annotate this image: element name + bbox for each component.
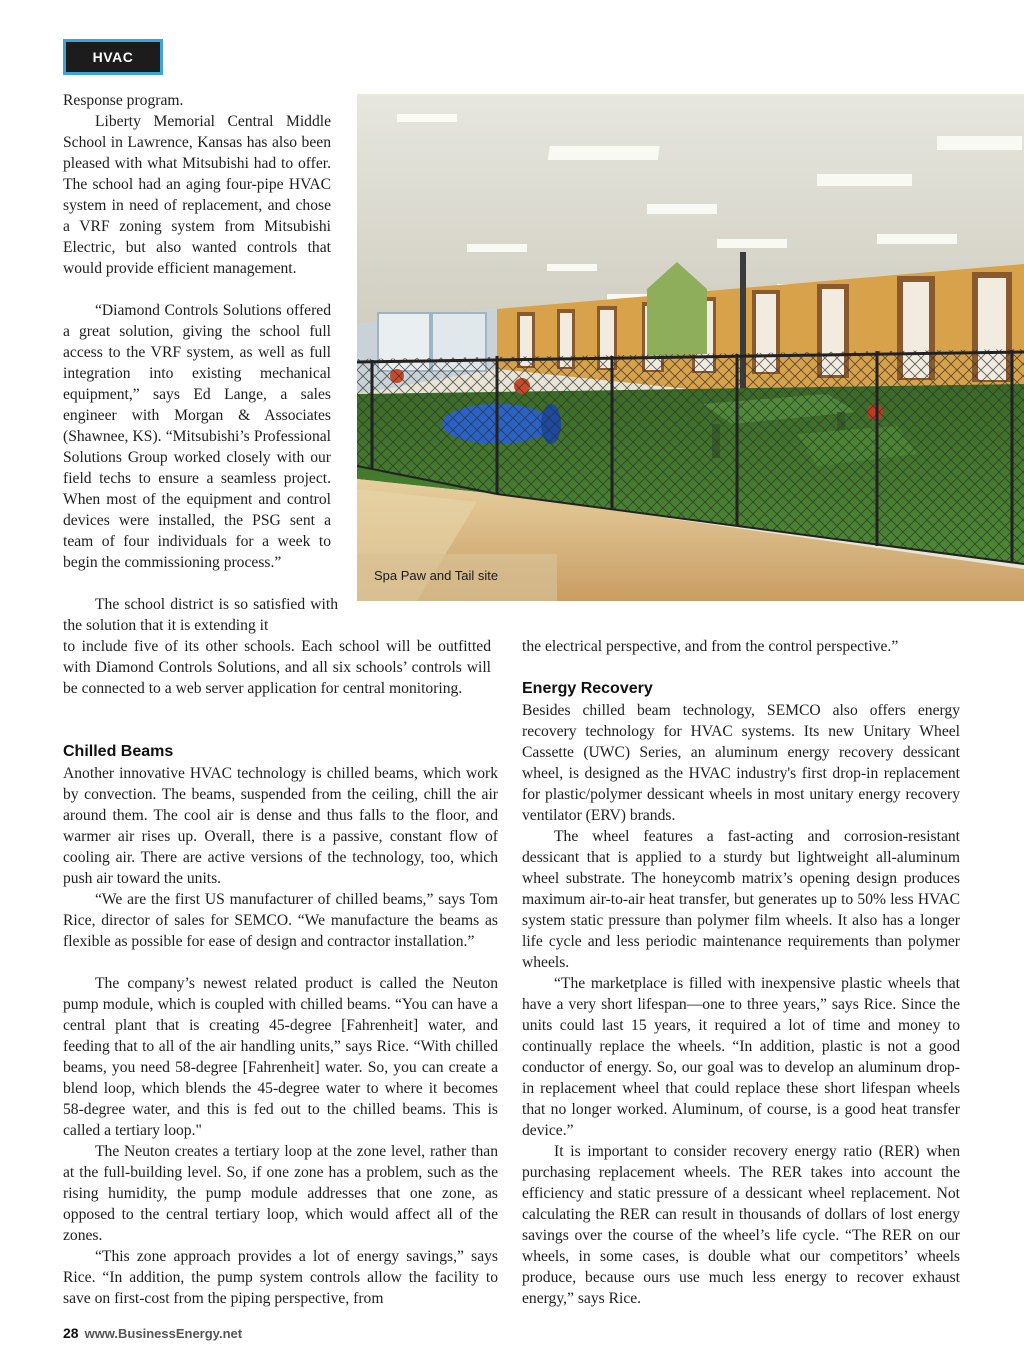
heading-energy-recovery: Energy Recovery (522, 680, 653, 697)
section-tab (63, 39, 163, 75)
right-paragraph-1: the electrical perspective, and from the control perspective.” (522, 638, 899, 655)
left-paragraph-4-start: The school district is so satisfied with the solution that it is extending it (63, 596, 338, 634)
footer-website-link[interactable]: www.BusinessEnergy.net (84, 1326, 243, 1341)
photo-illustration (357, 94, 1024, 601)
left-paragraph-2: Liberty Memorial Central Middle School in Lawrence, Kansas has also been pleased with what Mitsubishi had to offer. The school had an aging four-pipe HVAC system in need of replacement, and chose a VRF zoning system from Mitsubishi Electric, but also wanted controls that would provide efficient management. (63, 113, 331, 277)
heading-chilled-beams: Chilled Beams (63, 743, 174, 760)
left-paragraph-1: Response program. (63, 92, 184, 109)
left-paragraph-4-cont: to include five of its other schools. Each school will be outfitted with Diamond Controls Solutions, and all six schools’ controls will be connected to a web server application for central monitoring. (63, 638, 491, 697)
section-tab-label: HVAC (66, 42, 160, 72)
left-paragraph-9: “This zone approach provides a lot of energy savings,” says Rice. “In addition, the pump system controls allow the facility to save on first-cost from the piping perspective, from (63, 1248, 498, 1307)
page-footer (63, 1325, 242, 1341)
left-paragraph-6: “We are the first US manufacturer of chilled beams,” says Tom Rice, director of sales for SEMCO. “We manufacture the beams as flexible as possible for ease of design and contractor installation.” (63, 891, 498, 950)
article-photo (357, 94, 1024, 601)
right-paragraph-2: Besides chilled beam technology, SEMCO also offers energy recovery technology for HVAC systems. Its new Unitary Wheel Cassette (UWC) Series, an aluminum energy recovery dessicant wheel, is designed as the HVAC industry's first drop-in replacement for plastic/polymer dessicant wheels in most unitary energy recovery ventilator (ERV) brands. (522, 702, 960, 824)
page-number: 28 (63, 1325, 79, 1341)
photo-caption: Spa Paw and Tail site (374, 568, 499, 583)
left-paragraph-5: Another innovative HVAC technology is chilled beams, which work by convection. The beams, suspended from the ceiling, chill the air around them. The cool air is dense and thus falls to the floor, and warmer air rises up. Overall, there is a passive, constant flow of cooling air. There are active versions of the technology, too, which push air toward the units. (63, 765, 498, 887)
left-paragraph-8: The Neuton creates a tertiary loop at the zone level, rather than at the full-building level. So, if one zone has a problem, such as the rising humidity, the pump module addresses that one zone, as opposed to the central tertiary loop, which would affect all of the zones. (63, 1143, 498, 1244)
left-paragraph-7: The company’s newest related product is called the Neuton pump module, which is coupled with chilled beams. “You can have a central plant that is creating 45-degree [Fahrenheit] water, and feeding that to all of the air handling units,” says Rice. “With chilled beams, you need 58-degree [Fahrenheit] water. So, you can create a blend loop, which blends the 45-degree water to where it becomes 58-degree water, and this is fed out to the chilled beams. This is called a tertiary loop." (63, 975, 498, 1139)
right-paragraph-3: The wheel features a fast-acting and corrosion-resistant dessicant that is applied to a sturdy but lightweight all-aluminum wheel substrate. The honeycomb matrix’s opening design produces maximum air-to-air heat transfer, but generates up to 50% less HVAC system static pressure than polymer film wheels. It also has a longer life cycle and less periodic maintenance requirements than polymer wheels. (522, 828, 960, 971)
left-paragraph-3: “Diamond Controls Solutions offered a great solution, giving the school full access to the VRF system, as well as full integration into existing mechanical equipment,” says Ed Lange, a sales engineer with Morgan & Associates (Shawnee, KS). “Mitsubishi’s Professional Solutions Group worked closely with our field techs to ensure a seamless project. When most of the equipment and control devices were installed, the PSG sent a team of four individuals for a week to begin the commissioning process.” (63, 302, 331, 571)
right-paragraph-5: It is important to consider recovery energy ratio (RER) when purchasing replacement wheels. The RER takes into account the efficiency and static pressure of a dessicant wheel replacement. Not calculating the RER can result in thousands of dollars of lost energy savings over the course of the wheel’s life cycle. “The RER on our wheels, in some cases, is double what our competitors’ wheels produce, because ours use much less energy to recover exhaust energy,” says Rice. (522, 1143, 960, 1307)
right-paragraph-4: “The marketplace is filled with inexpensive plastic wheels that have a very short lifespan—one to three years,” says Rice. Since the units could last 15 years, it required a lot of time and money to continually replace the wheels. “In addition, plastic is not a good conductor of energy. So, our goal was to develop an aluminum drop-in replacement wheel that could replace these short lifespan wheels that no longer worked. Aluminum, of course, is a good heat transfer device.” (522, 975, 960, 1139)
